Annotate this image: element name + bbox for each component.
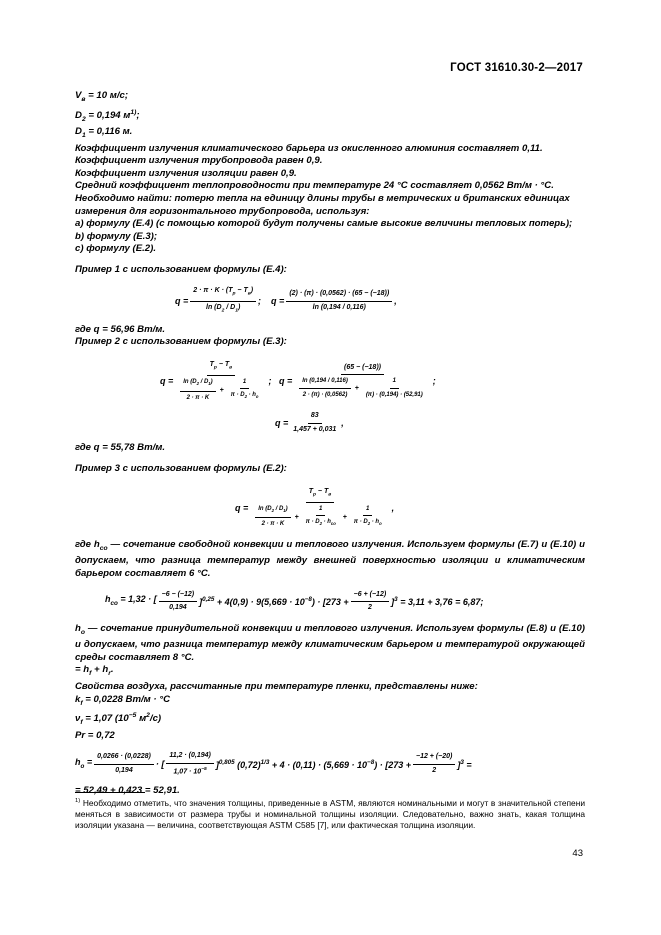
given-line: Коэффициент излучения трубопровода равен 0,9. <box>75 155 323 167</box>
ho-line: Свойства воздуха, рассчитанные при температуре пленки, представлены ниже: <box>75 680 478 692</box>
page-number: 43 <box>572 848 583 859</box>
task-text: Необходимо найти: потерю тепла на единицу длины трубы в метрических и британских единицах измерения для горизонтального трубопровода, используя: <box>75 193 570 217</box>
final-result: = 52,49 + 0,423 = 52,91. <box>75 784 180 796</box>
document-body <box>75 90 585 797</box>
hco-paragraph: где $h_{co}$ — сочетание свободной конвекции и теплового излучения. Используем формулы (Е.7) и (Е.10) и допускаем, что разница температур между внешней поверхностью изоляции и климатическим барьером составляет 6 °C. <box>75 538 585 579</box>
footnote-divider <box>75 792 145 793</box>
task-item: b) формулу (Е.3); <box>75 230 158 242</box>
given-line: Коэффициент излучения климатического барьера из окисленного алюминия составляет 0,11. <box>75 142 543 154</box>
example2-title: Пример 2 с использованием формулы (Е.3): <box>75 336 287 348</box>
formula-hco: $h_{co} = 1,32$ · [ $\frac{-6 - (-12)}{0,194}$ ]$^{0,25} + 4(0,9) \cdot 9(5,669 \cdot 10^{-8}) \cdot [273$ + $\frac{-6 + (-12)}{2}$ ]$^3$ = 3,11 + 3,76 = 6,87; <box>105 590 484 612</box>
ho-line: Pr = 0,72 <box>75 729 115 741</box>
given-line: $D_1 = 0,116$ м. <box>75 126 133 140</box>
givens <box>75 90 585 193</box>
example1-result: где q = 56,96 Вт/м. <box>75 323 166 335</box>
example3-title: Пример 3 с использованием формулы (Е.2): <box>75 462 287 474</box>
example1-title: Пример 1 с использованием формулы (Е.4): <box>75 264 287 276</box>
ho-line: $k_f = 0,0228$ Вт/м · °C <box>75 693 171 707</box>
task-item: а) формулу (Е.4) (с помощью которой будут получены самые высокие величины тепловых потерь); <box>75 218 573 230</box>
formula-e2: q = $T_p - T_в$ $\frac{\ln (D_2 / D_1)}{2 \cdot \pi \cdot K}$ + $\frac{1}{\pi \cdot D_2 \cdot h_{co}}$ + $\frac{1}{\pi \cdot D_2 \cdot h_o}$ , <box>235 487 395 528</box>
task-item: с) формулу (Е.2). <box>75 243 157 255</box>
given-line: $D_2 = 0,194$ $м^{1)}$; <box>75 108 140 123</box>
formula-e4: q = $\frac{2 \cdot \pi \cdot K \cdot (T_p - T_в)}{\ln (D_2 / D_1)}$ ; q = $\frac{(2) \cdot (\pi) \cdot (0,0562) \cdot (65 - (-18))}{\ln (0,194 / 0,116)}$ , <box>175 286 397 313</box>
formula-e3-simplified: q = $\frac{83}{1,457 + 0,031}$ , <box>275 412 344 433</box>
given-line: Средний коэффициент теплопроводности при температуре 24 °C составляет 0,0562 Вт/м · °C. <box>75 180 554 192</box>
ho-paragraph: $h_o$ — сочетание принудительной конвекции и теплового излучения. Используем формулы (Е.8) и (Е.10) и допускаем, что разница температур между климатическим барьером и температурой окружающей среды составляет 8 °C. <box>75 622 585 663</box>
ho-line: $\nu_f = 1,07$ ($10^{-5}$ $м^2/с$) <box>75 712 162 727</box>
formula-ho: $h_o$ = $\frac{0,0266 \cdot (0,0228)}{0,194}$ · [ $\frac{11,2 \cdot (0,194)}{1,07 \cdot 10^{-5}}$ ]$^{0,805}$ $(0,72)^{1/3} + 4 \cdot (0,11) \cdot (5,669 \cdot 10^{-8}) \cdot [273$ + $\frac{-12 + (-20)}{2}$ ]$^3$ = <box>75 752 472 776</box>
formula-e3: q = $T_p - T_в$ $\frac{\ln (D_2 / D_1)}{2 \cdot \pi \cdot K}$ + $\frac{1}{\pi \cdot D_2 \cdot h_o}$ ; q = (65 − (−18)) $\frac{\ln (0,194 / 0,116)}{2 \cdot (\pi) \cdot (0,0562)}$ + $\frac{1}{(\pi) \cdot (0,194) \cdot (52,91)}$ ; <box>160 360 436 401</box>
document-header: ГОСТ 31610.30-2—2017 <box>450 62 583 74</box>
example2-result: где q = 55,78 Вт/м. <box>75 442 166 454</box>
footnote: $^{1)}$ Необходимо отметить, что значения толщины, приведенные в ASTM, являются номинальными и могут в значительной степени меняться в зависимости от размера трубы и номинальной толщины изоляции. Следовательно, важно знать, какая толщина изоляции указана — величина, соответствующая ASTM C585 [7], или фактическая толщина изоляции. <box>75 797 585 831</box>
given-line: $V_в = 10$ м/с; <box>75 90 129 103</box>
given-line: Коэффициент излучения изоляции равен 0,9. <box>75 167 297 179</box>
ho-line: = $h_f + h_r$. <box>75 664 114 678</box>
